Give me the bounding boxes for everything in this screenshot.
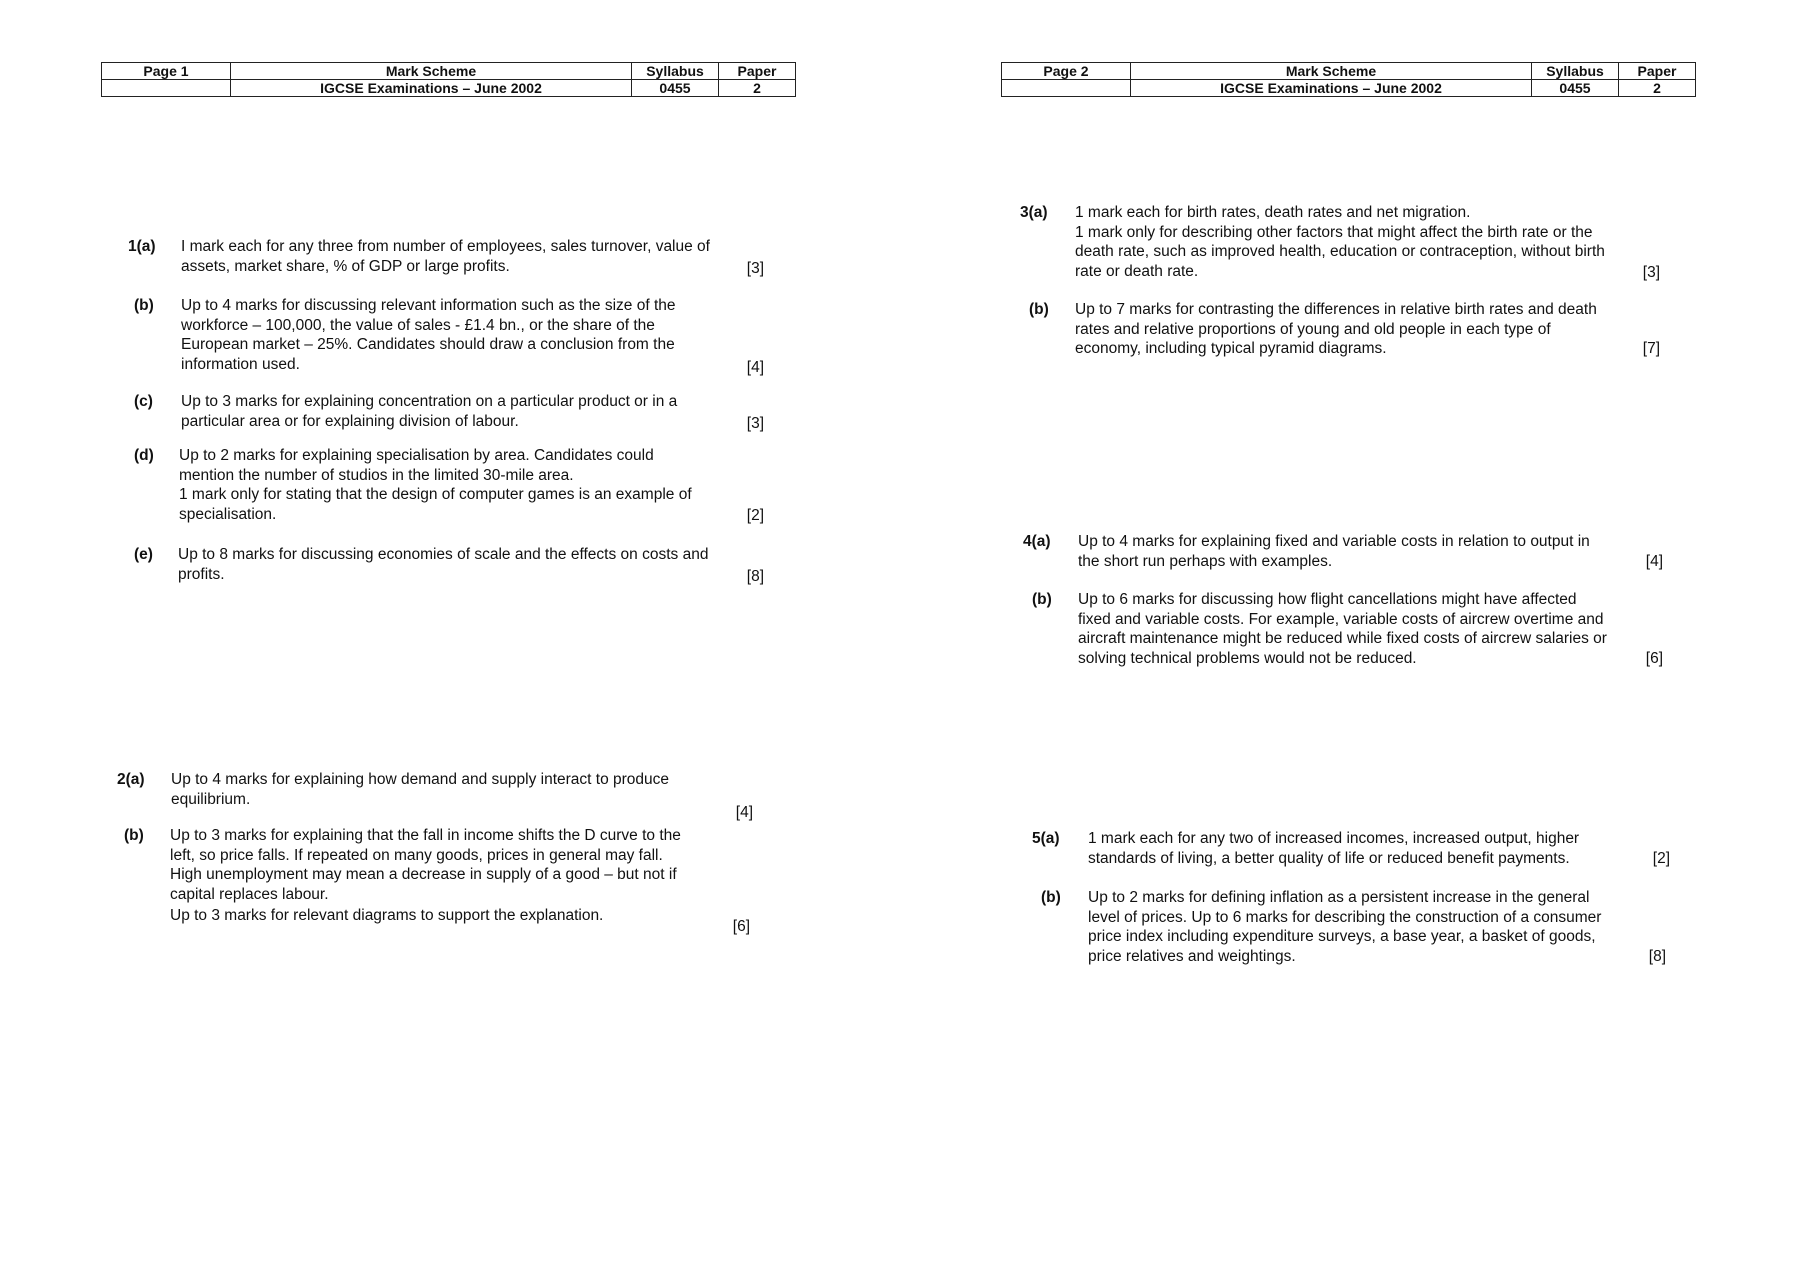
question-number: 4(a)	[1023, 533, 1051, 550]
header-subtitle: IGCSE Examinations – June 2002	[231, 80, 632, 97]
mark-allocation: [6]	[732, 918, 750, 935]
question-item	[1029, 300, 1660, 360]
item-text-line: I mark each for any three from number of employees, sales turnover, value of	[181, 238, 710, 255]
item-text-line: aircraft maintenance might be reduced while fixed costs of aircrew salaries or	[1078, 630, 1607, 647]
item-text-line: solving technical problems would not be reduced.	[1078, 649, 1417, 667]
page-2	[903, 0, 1807, 1279]
mark-allocation: [4]	[746, 359, 764, 376]
question-item	[124, 826, 754, 935]
question-item	[1023, 532, 1663, 572]
header-title: Mark Scheme	[1131, 63, 1532, 80]
mark-allocation: [2]	[746, 507, 764, 524]
mark-allocation: [4]	[735, 804, 753, 821]
mark-allocation: [2]	[1652, 850, 1670, 867]
question-number: (d)	[134, 447, 154, 464]
question-item	[134, 296, 764, 376]
header-blank-cell	[1002, 80, 1131, 97]
question-item	[134, 545, 764, 585]
mark-allocation: [6]	[1645, 650, 1663, 667]
item-text-line: High unemployment may mean a decrease in supply of a good – but not if	[170, 866, 677, 883]
question-item	[1032, 590, 1663, 670]
syllabus-code: 0455	[1532, 80, 1619, 97]
item-text-line: rates and relative proportions of young and old people in each type of	[1075, 320, 1551, 338]
item-text-line: assets, market share, % of GDP or large profits.	[181, 257, 510, 275]
page-header-table	[1001, 62, 1696, 97]
header-subtitle: IGCSE Examinations – June 2002	[1131, 80, 1532, 97]
question-number: (c)	[134, 393, 153, 410]
mark-allocation: [8]	[746, 568, 764, 585]
question-item	[134, 392, 764, 432]
question-number: 2(a)	[117, 771, 145, 788]
item-text-line: Up to 6 marks for discussing how flight cancellations might have affected	[1078, 591, 1577, 608]
item-text-line: economy, including typical pyramid diagrams.	[1075, 340, 1387, 357]
item-text-line: capital replaces labour.	[170, 885, 329, 903]
item-text-line: the short run perhaps with examples.	[1078, 552, 1333, 570]
page-1	[0, 0, 903, 1279]
mark-allocation: [3]	[746, 415, 764, 432]
item-text-line: level of prices. Up to 6 marks for describing the construction of a consumer	[1088, 908, 1602, 926]
item-text-line: Up to 3 marks for explaining that the fall in income shifts the D curve to the	[170, 827, 681, 844]
question-number: (b)	[1029, 301, 1049, 318]
question-item	[128, 237, 764, 277]
item-text-line: 1 mark each for any two of increased incomes, increased output, higher	[1088, 830, 1580, 847]
mark-allocation: [4]	[1645, 553, 1663, 570]
item-text-line: Up to 3 marks for relevant diagrams to support the explanation.	[170, 907, 604, 924]
syllabus-label: Syllabus	[632, 63, 719, 80]
question-item	[134, 446, 764, 526]
item-text-line: Up to 8 marks for discussing economies of scale and the effects on costs and	[178, 546, 709, 563]
item-text-line: rate or death rate.	[1075, 262, 1199, 280]
item-text-line: specialisation.	[179, 505, 277, 523]
mark-allocation: [8]	[1648, 948, 1666, 965]
item-text-line: equilibrium.	[171, 790, 251, 808]
question-item	[1041, 888, 1666, 968]
question-number: 1(a)	[128, 238, 156, 255]
item-text-line: price index including expenditure surveys, a base year, a basket of goods,	[1088, 928, 1596, 945]
header-title: Mark Scheme	[231, 63, 632, 80]
mark-allocation: [3]	[1642, 264, 1660, 281]
item-text-line: left, so price falls. If repeated on many goods, prices in general may fall.	[170, 846, 663, 864]
item-text-line: price relatives and weightings.	[1088, 947, 1296, 965]
item-text-line: Up to 2 marks for explaining specialisation by area. Candidates could	[179, 447, 654, 464]
item-text-line: 1 mark each for birth rates, death rates and net migration.	[1075, 204, 1471, 221]
header-blank-cell	[102, 80, 231, 97]
item-text-line: 1 mark only for describing other factors that might affect the birth rate or the	[1075, 223, 1593, 241]
item-text-line: Up to 4 marks for explaining how demand and supply interact to produce	[171, 771, 670, 788]
question-item	[1020, 203, 1660, 283]
item-text-line: workforce – 100,000, the value of sales - £1.4 bn., or the share of the	[181, 316, 655, 334]
item-text-line: profits.	[178, 565, 225, 583]
item-text-line: European market – 25%. Candidates should draw a conclusion from the	[181, 336, 675, 353]
mark-allocation: [7]	[1642, 340, 1660, 357]
question-item	[117, 770, 753, 820]
item-text-line: mention the number of studios in the limited 30-mile area.	[179, 466, 574, 484]
question-number: (b)	[1032, 591, 1052, 608]
question-number: (b)	[134, 297, 154, 314]
item-text-line: Up to 3 marks for explaining concentration on a particular product or in a	[181, 393, 678, 410]
question-number: (e)	[134, 546, 153, 563]
question-number: 5(a)	[1032, 830, 1060, 847]
mark-allocation: [3]	[746, 260, 764, 277]
question-number: 3(a)	[1020, 204, 1048, 221]
item-text-line: fixed and variable costs. For example, variable costs of aircrew overtime and	[1078, 610, 1604, 628]
item-text-line: information used.	[181, 355, 300, 373]
question-item	[1032, 829, 1670, 869]
syllabus-code: 0455	[632, 80, 719, 97]
item-text-line: Up to 4 marks for explaining fixed and variable costs in relation to output in	[1078, 533, 1590, 550]
question-number: (b)	[124, 827, 144, 844]
item-text-line: standards of living, a better quality of life or reduced benefit payments.	[1088, 849, 1570, 867]
item-text-line: Up to 2 marks for defining inflation as a persistent increase in the general	[1088, 889, 1590, 906]
question-number: (b)	[1041, 889, 1061, 906]
page-number: Page 1	[102, 63, 231, 80]
page-number: Page 2	[1002, 63, 1131, 80]
item-text-line: death rate, such as improved health, education or contraception, without birth	[1075, 243, 1605, 260]
item-text-line: 1 mark only for stating that the design of computer games is an example of	[179, 486, 692, 503]
paper-label: Paper	[1619, 63, 1696, 80]
paper-number: 2	[719, 80, 796, 97]
item-text-line: Up to 4 marks for discussing relevant information such as the size of the	[181, 297, 676, 314]
paper-label: Paper	[719, 63, 796, 80]
item-text-line: particular area or for explaining division of labour.	[181, 412, 519, 430]
item-text-line: Up to 7 marks for contrasting the differences in relative birth rates and death	[1075, 301, 1597, 318]
syllabus-label: Syllabus	[1532, 63, 1619, 80]
paper-number: 2	[1619, 80, 1696, 97]
page-header-table	[101, 62, 796, 97]
